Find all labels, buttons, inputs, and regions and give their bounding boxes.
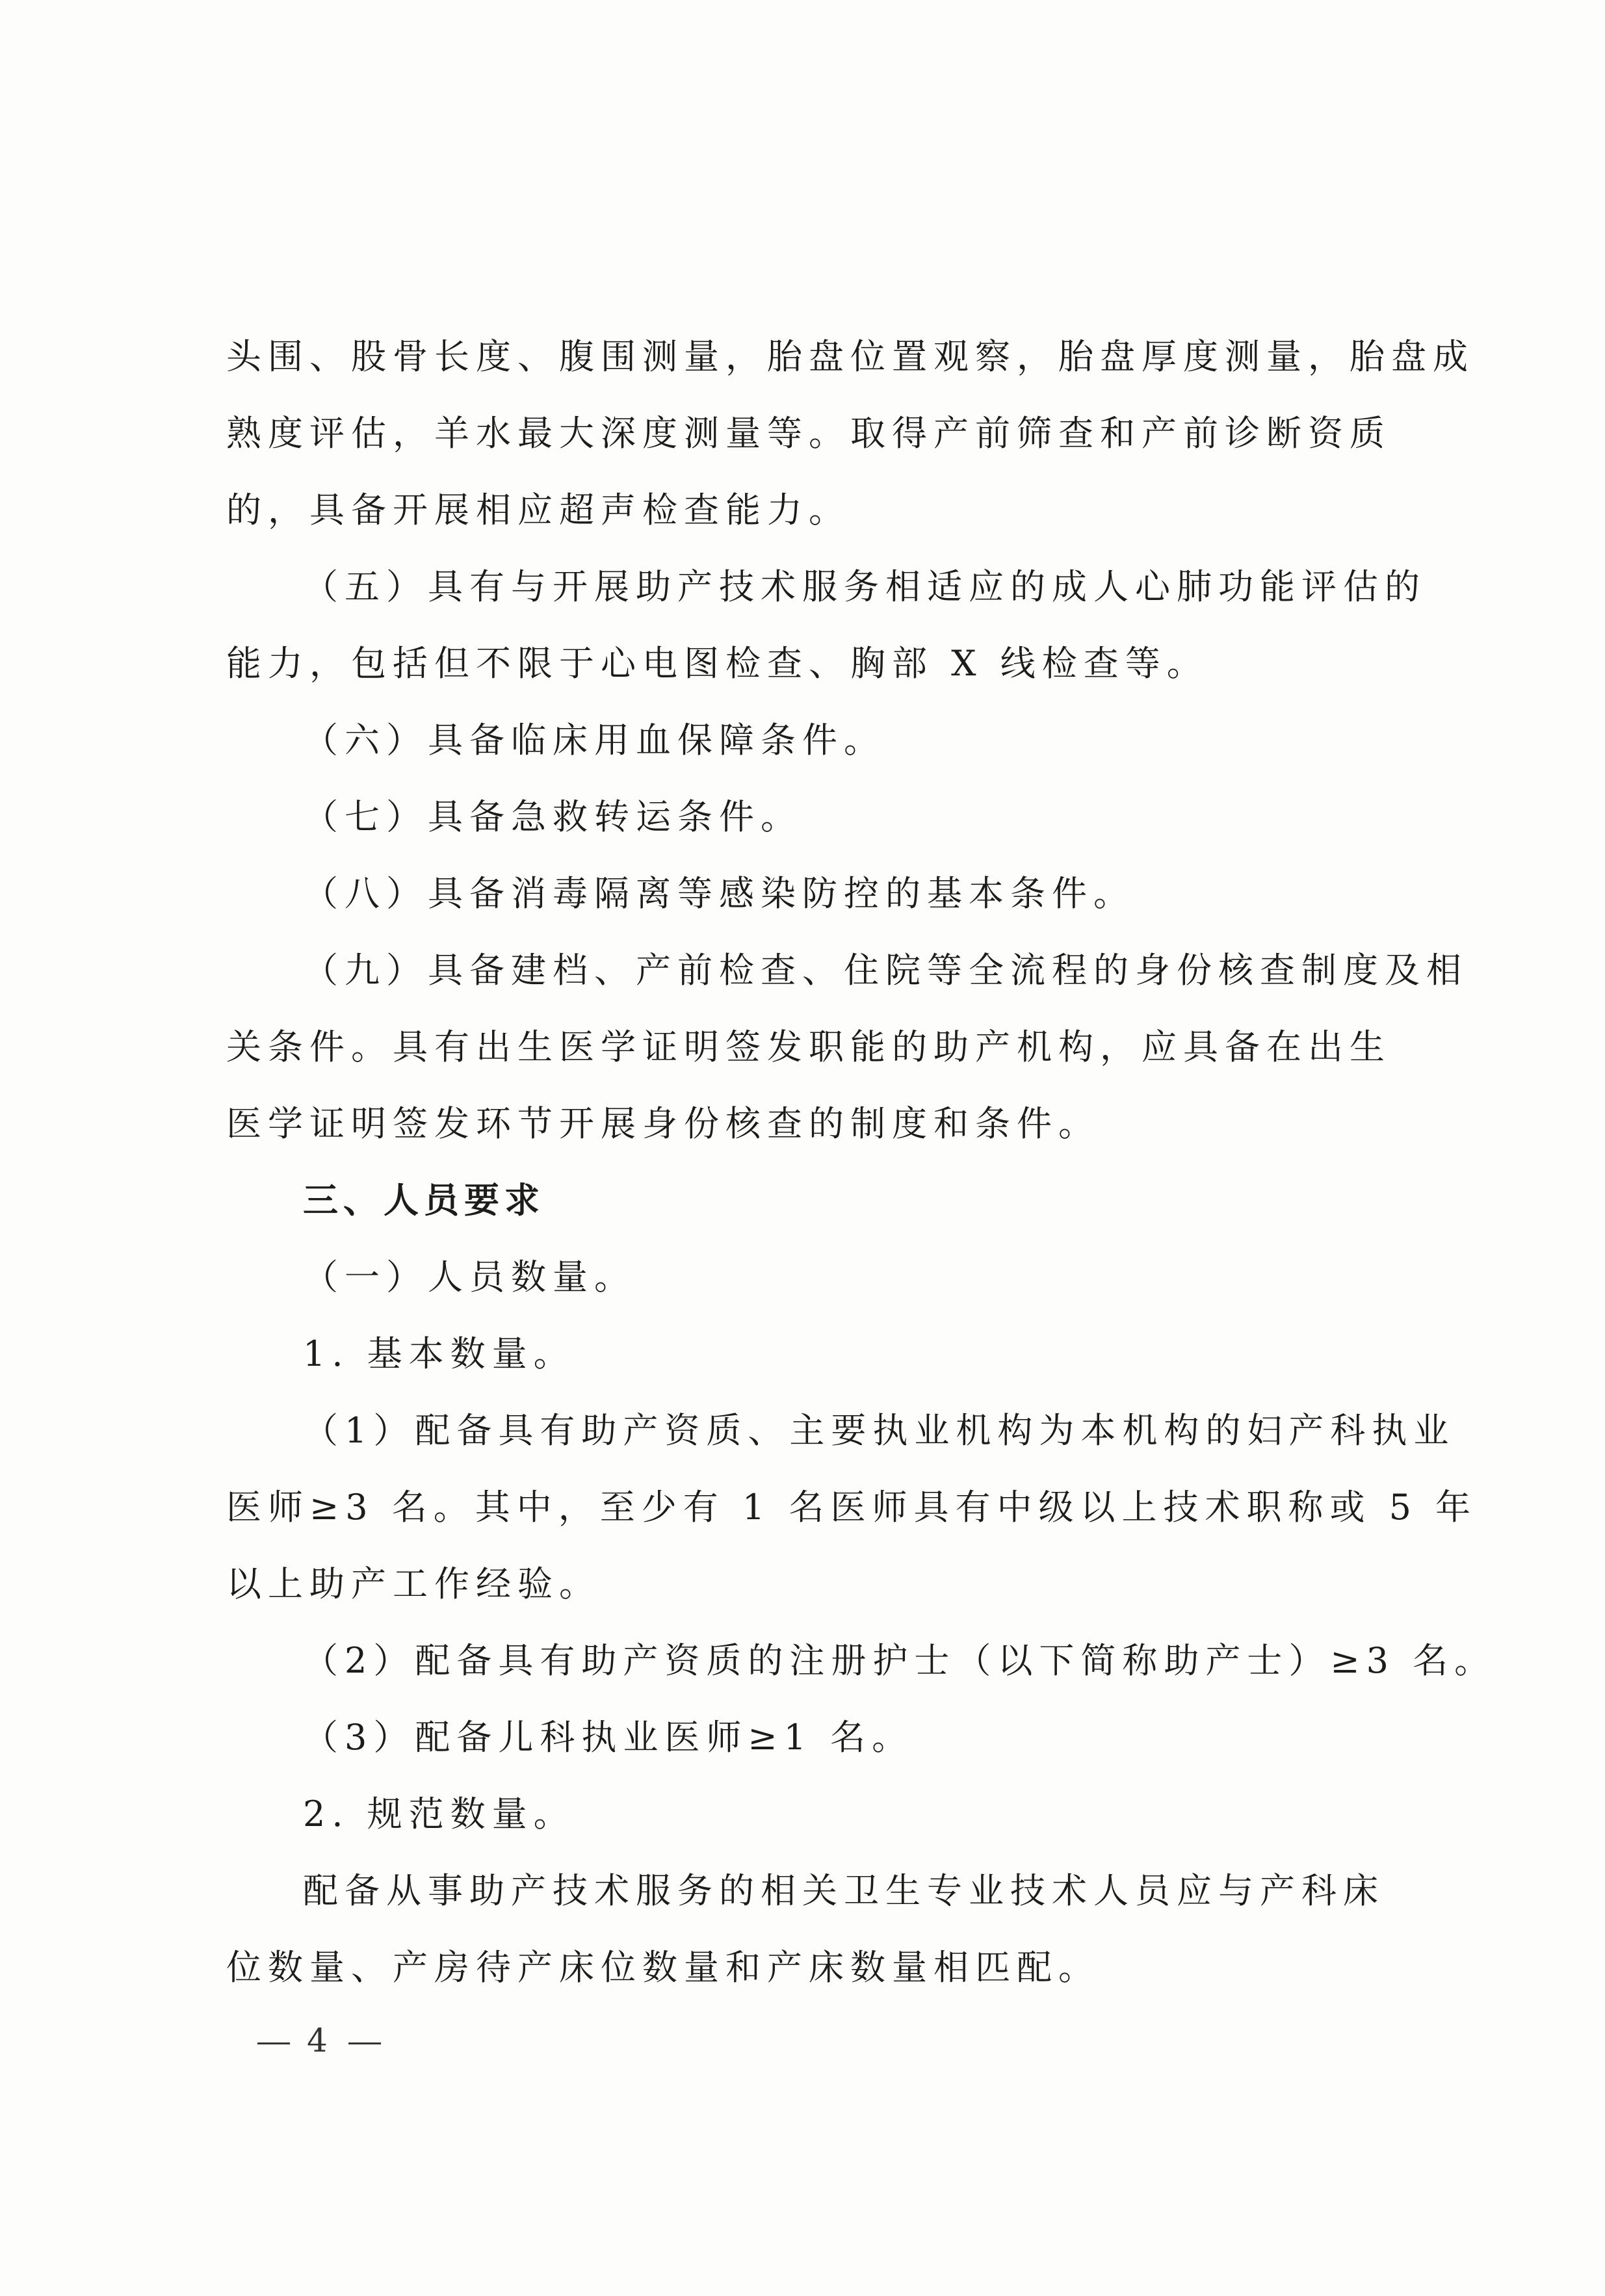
- dash-right: [348, 2042, 381, 2044]
- text-line: 医学证明签发环节开展身份核查的制度和条件。: [226, 1103, 1100, 1144]
- text-line: 头围、股骨长度、腹围测量，胎盘位置观察，胎盘厚度测量，胎盘成: [226, 336, 1474, 377]
- page-number-value: 4: [307, 2022, 332, 2059]
- page-number: [241, 2022, 398, 2059]
- paragraph-item-3: （3）配备儿科执业医师≥1 名。: [303, 1717, 914, 1758]
- paragraph-item-8: （八）具备消毒隔离等感染防控的基本条件。: [303, 873, 1135, 914]
- paragraph-item-5: （五）具有与开展助产技术服务相适应的成人心肺功能评估的: [303, 566, 1426, 607]
- text-line: 熟度评估，羊水最大深度测量等。取得产前筛查和产前诊断资质: [226, 413, 1391, 454]
- text-line: 关条件。具有出生医学证明签发职能的助产机构，应具备在出生: [226, 1026, 1391, 1067]
- paragraph-item-6: （六）具备临床用血保障条件。: [303, 720, 885, 761]
- paragraph-item-9: （九）具备建档、产前检查、住院等全流程的身份核查制度及相: [303, 950, 1468, 991]
- subsection-heading: （一）人员数量。: [303, 1257, 636, 1298]
- paragraph-item-2: （2）配备具有助产资质的注册护士（以下简称助产士）≥3 名。: [303, 1640, 1496, 1681]
- paragraph-item-1: （1）配备具有助产资质、主要执业机构为本机构的妇产科执业: [303, 1410, 1455, 1451]
- text-line: 的，具备开展相应超声检查能力。: [226, 489, 850, 530]
- text-line: 以上助产工作经验。: [226, 1563, 601, 1604]
- document-body: [226, 319, 1496, 2006]
- text-line: 医师≥3 名。其中，至少有 1 名医师具有中级以上技术职称或 5 年: [226, 1487, 1478, 1528]
- text-line: 能力，包括但不限于心电图检查、胸部 X 线检查等。: [226, 643, 1208, 684]
- paragraph-staffing: 配备从事助产技术服务的相关卫生专业技术人员应与产科床: [303, 1870, 1385, 1911]
- section-heading: 三、人员要求: [303, 1180, 545, 1221]
- dash-left: [257, 2042, 290, 2044]
- item-heading-standard-quantity: 2. 规范数量。: [303, 1794, 575, 1834]
- text-line: 位数量、产房待产床位数量和产床数量相匹配。: [226, 1947, 1100, 1988]
- item-heading-basic-quantity: 1. 基本数量。: [303, 1333, 575, 1374]
- paragraph-item-7: （七）具备急救转运条件。: [303, 796, 802, 837]
